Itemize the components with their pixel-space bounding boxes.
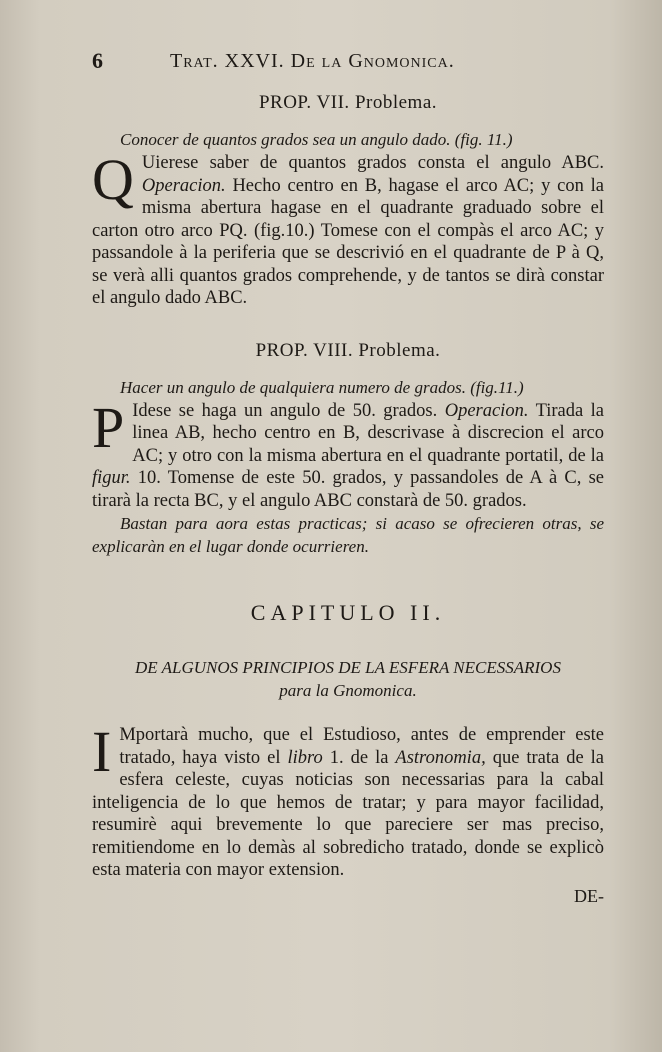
prop-7-dropcap: Q	[92, 147, 134, 212]
prop-7-type: Problema.	[354, 92, 438, 113]
prop-8-type: Problema.	[358, 339, 441, 361]
prop-8-dropcap: P	[92, 394, 125, 460]
chapter-subtitle-line-1: DE ALGUNOS PRINCIPIOS DE LA ESFERA NECESSARIOS	[135, 658, 561, 677]
prop-7-operation-label: Operacion.	[141, 175, 226, 196]
prop-8-text-b: Tirada la linea AB, hecho centro en B, descrivase à discrecion el arco AC; y otro con la misma abertura en el quadrante portatil, de la	[132, 400, 605, 466]
prop-7-heading	[92, 92, 604, 114]
chapter-libro-label: libro	[287, 747, 323, 768]
chapter-subtitle	[92, 656, 604, 702]
prop-8-statement: Hacer un angulo de qualquiera numero de grados. (fig.11.)	[120, 377, 524, 397]
chapter-text-b: 1. de la	[329, 747, 389, 768]
prop-7-statement: Conocer de quantos grados sea un angulo dado. (fig. 11.)	[120, 130, 513, 149]
prop-7-body	[92, 147, 604, 310]
chapter-dropcap: I	[92, 719, 112, 784]
page-number: 6	[92, 48, 103, 73]
prop-7-label: PROP. VII.	[258, 92, 350, 113]
chapter-astronomia-label: Astronomia,	[395, 747, 486, 768]
chapter-body	[92, 719, 605, 882]
chapter-text-c: que trata de la esfera celeste, cuyas noticias son necessarias para la cabal inteligencia de lo que hemos de tratar; y para mayor facilidad, resumirè aqui brevemente lo que pareciere ser mas preciso, remitiendome en lo demàs al sobredicho tratado, donde se explicò esta materia con mayor extension.	[92, 747, 605, 880]
prop-8-figur-label: figur.	[92, 468, 131, 488]
chapter-text-a: Mportarà mucho, que el Estudioso, antes de emprender este tratado, haya visto el	[119, 725, 604, 768]
prop-8-operation-label: Operacion.	[444, 400, 529, 421]
chapter-subtitle-line-2: para la Gnomonica.	[279, 681, 417, 700]
prop-7-text-b: Hecho centro en B, hagase el arco AC; y con la misma abertura hagase en el quadrante graduado sobre el carton otro arco PQ. (fig.10.) Tomese con el compàs el arco AC; y passandole à la periferia que se descrivió en el quadrante de P à Q, se verà alli quantos grados comprehende, y de tantos se dirà constar el angulo dado ABC.	[92, 175, 604, 308]
prop-8-body	[92, 394, 605, 513]
prop-8-label: PROP. VIII.	[255, 339, 354, 361]
prop-8-heading	[92, 340, 604, 362]
prop-7-text-a: Uierese saber de quantos grados consta el angulo ABC.	[141, 153, 604, 173]
running-title: Trat. XXVI. De la Gnomonica.	[170, 50, 455, 72]
prop-8-text-c: 10. Tomense de este 50. grados, y passandoles de A à C, se tirarà la recta BC, y el angulo ABC constarà de 50. grados.	[92, 468, 604, 511]
running-head	[92, 44, 604, 82]
prop-8-text-a: Idese se haga un angulo de 50. grados.	[132, 400, 438, 421]
catchword: DE-	[574, 885, 604, 906]
prop-8-closing-note: Bastan para aora estas practicas; si acaso se ofrecieren otras, se explicaràn en el lugar donde ocurrieren.	[92, 514, 604, 556]
chapter-title: CAPITULO II.	[250, 600, 446, 625]
